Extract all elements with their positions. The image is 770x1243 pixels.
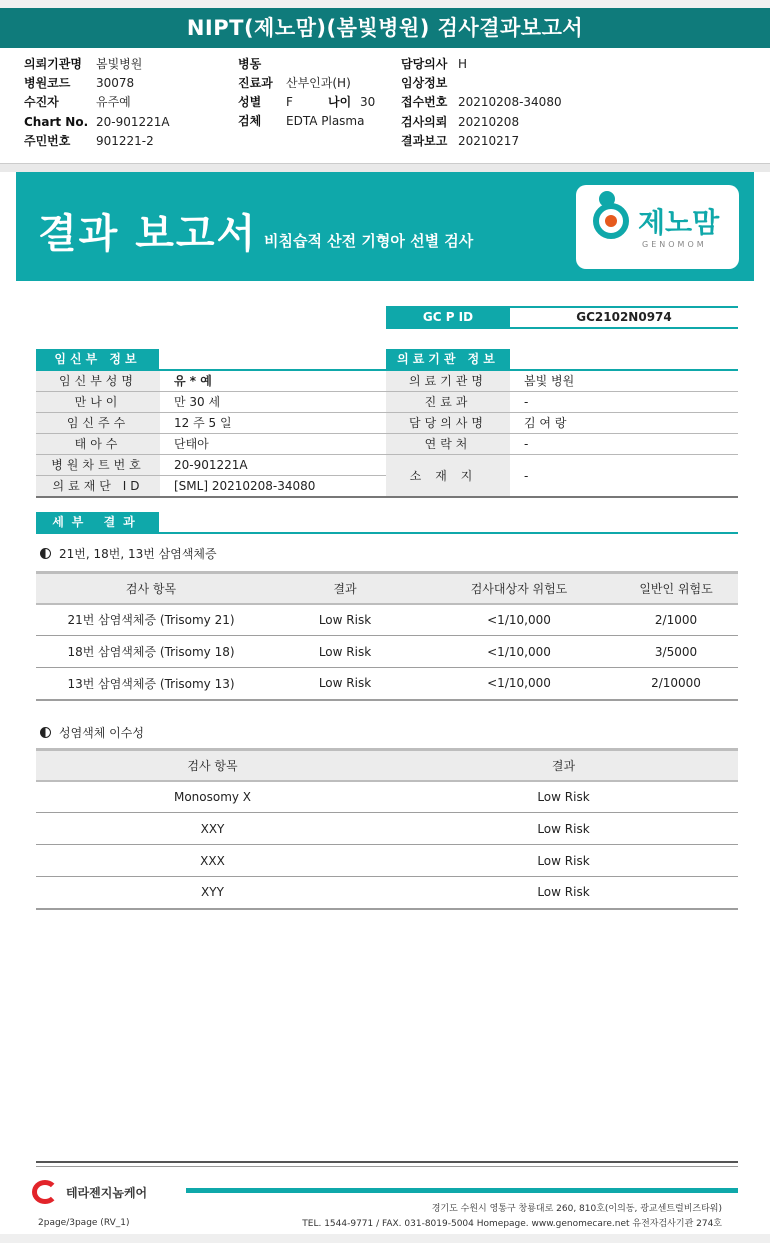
hdr-doctor: 담당의사 H	[401, 57, 468, 71]
hdr-dept: 진료과 산부인과(H)	[238, 76, 351, 90]
institution-row: 의료기관명 봄빛 병원	[386, 371, 738, 392]
genomom-logo	[576, 185, 739, 269]
pregnant-row: 병원차트번호 20-901221A	[36, 455, 386, 476]
section-detail: 세부 결과	[36, 512, 159, 533]
table-row: 18번 삼염색체증 (Trisomy 18) Low Risk <1/10,000 3/5000	[36, 636, 738, 668]
footer-address: 경기도 수원시 영통구 창룡대로 260, 810호(이의동, 광교센트럴비즈타워)	[431, 1204, 722, 1214]
hdr-request: 검사의뢰 20210208	[401, 115, 520, 129]
footer-divider	[36, 1161, 738, 1163]
hdr-patient: 수진자 유주예	[24, 95, 131, 109]
col-header: 검사 항목	[36, 573, 266, 604]
sex-chromosome-table	[36, 748, 738, 910]
sex-chromosome-heading: 성염색체 이수성	[40, 724, 144, 741]
banner-title: 결과 보고서	[38, 211, 258, 257]
hdr-specimen: 검체 EDTA Plasma	[238, 114, 365, 128]
pregnant-row: 만나이 만 30 세	[36, 392, 386, 413]
company-g-icon	[32, 1180, 58, 1204]
col-header: 검사 항목	[36, 750, 389, 781]
hdr-code: 병원코드 30078	[24, 76, 135, 90]
report-title: NIPT(제노맘)(봄빛병원) 검사결과보고서	[0, 8, 770, 48]
table-row: XXY Low Risk	[36, 813, 738, 845]
institution-row: 진료과 -	[386, 392, 738, 413]
footer-contact: TEL. 1544-9771 / FAX. 031-8019-5004 Homepage. www.genomecare.net 유전자검사기관 274호	[302, 1219, 722, 1229]
gcp-id-label: GC P ID	[386, 308, 510, 327]
pregnant-row: 임신주수 12 주 5 일	[36, 413, 386, 434]
hdr-org: 의뢰기관명 봄빛병원	[24, 57, 143, 71]
col-header: 검사대상자 위험도	[424, 573, 614, 604]
separator	[0, 164, 770, 172]
institution-row: 담당의사명 김 여 랑	[386, 413, 738, 434]
pregnant-row: 의료재단 ID [SML] 20210208-34080	[36, 476, 386, 498]
logo-text: 제노맘	[638, 206, 720, 239]
logo-head-icon	[599, 191, 615, 207]
table-row: 21번 삼염색체증 (Trisomy 21) Low Risk <1/10,000 2/1000	[36, 604, 738, 636]
hdr-report: 결과보고 20210217	[401, 134, 520, 148]
result-banner	[16, 172, 754, 281]
hdr-receipt: 접수번호 20210208-34080	[401, 95, 562, 109]
trisomy-table	[36, 571, 738, 701]
footer-accent-bar	[186, 1188, 738, 1193]
company-name: 테라젠지놈케어	[66, 1186, 148, 1200]
bottom-strip	[0, 1234, 770, 1243]
section-detail-line	[36, 532, 738, 534]
logo-subtext: GENOMOM	[642, 240, 707, 249]
top-strip	[0, 0, 770, 8]
half-circle-icon	[40, 548, 51, 559]
hdr-ward: 병동	[238, 57, 262, 71]
col-header: 결과	[266, 573, 424, 604]
table-row: 13번 삼염색체증 (Trisomy 13) Low Risk <1/10,000 2/10000	[36, 668, 738, 700]
section-pregnant: 임신부 정보	[36, 349, 159, 370]
logo-mother-icon	[593, 203, 629, 239]
hdr-ssn: 주민번호 901221-2	[24, 134, 154, 148]
col-header: 일반인 위험도	[614, 573, 738, 604]
hdr-clinical: 임상정보	[401, 76, 448, 90]
header-info	[0, 48, 770, 164]
half-circle-icon	[40, 727, 51, 738]
hdr-chart: Chart No. 20-901221A	[24, 115, 170, 129]
hdr-sex-age: 성별 F 나이 30	[238, 95, 376, 109]
pregnant-row: 임신부성명 유 * 예	[36, 371, 386, 392]
trisomy-heading: 21번, 18번, 13번 삼염색체증	[40, 545, 217, 562]
gcp-id-box	[386, 306, 738, 329]
institution-row: 소재지 -	[386, 455, 738, 498]
col-header: 결과	[389, 750, 738, 781]
footer-divider-thin	[36, 1166, 738, 1167]
page-number: 2page/3page (RV_1)	[38, 1218, 130, 1228]
table-row: XXX Low Risk	[36, 845, 738, 877]
institution-row: 연락처 -	[386, 434, 738, 455]
table-row: Monosomy X Low Risk	[36, 781, 738, 813]
banner-subtitle: 비침습적 산전 기형아 선별 검사	[264, 232, 474, 250]
table-row: XYY Low Risk	[36, 877, 738, 909]
section-institution: 의료기관 정보	[386, 349, 510, 370]
gcp-id-value: GC2102N0974	[576, 310, 672, 324]
pregnant-row: 태아수 단태아	[36, 434, 386, 455]
